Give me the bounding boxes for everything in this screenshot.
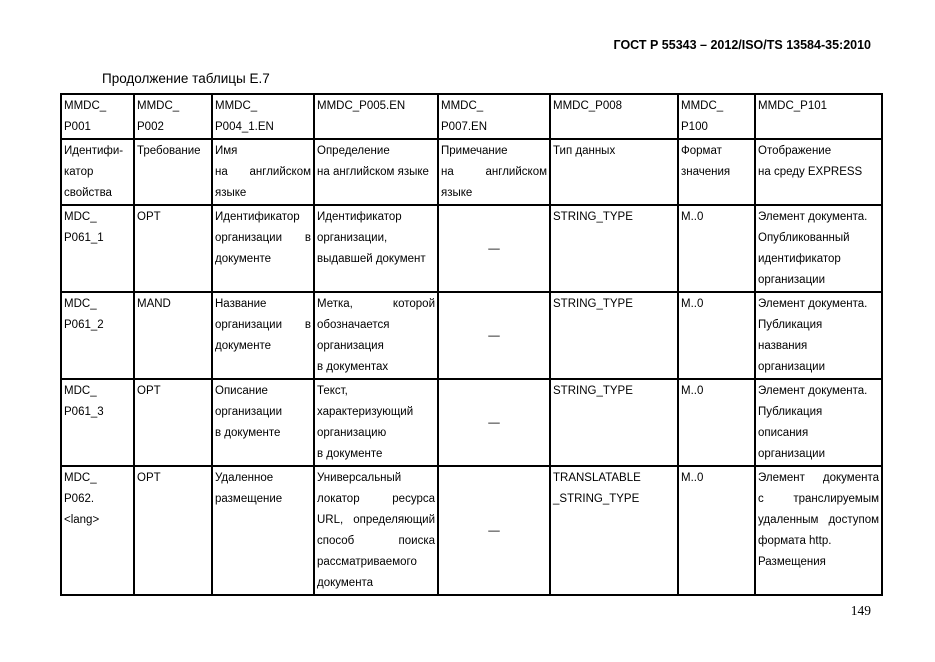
id-cell-line: MDC_ — [64, 211, 97, 223]
name-cell-line: организации в — [215, 232, 311, 244]
datatype-cell-line: STRING_TYPE — [553, 385, 633, 397]
standard-header: ГОСТ Р 55343 – 2012/ISO/TS 13584-35:2010 — [613, 38, 871, 52]
definition-cell-line: организации, — [317, 232, 388, 244]
name-cell-line: Описание — [215, 385, 268, 397]
heading-cell-line: на английском — [441, 166, 547, 178]
heading-cell-line: языке — [441, 187, 473, 199]
definition-cell-line: организацию — [317, 427, 387, 439]
code-cell-line: MMDC_ — [681, 100, 724, 112]
name-cell-line: документе — [215, 253, 272, 265]
express-cell-line: Опубликованный — [758, 232, 850, 244]
heading-cell-line: Формат — [681, 145, 722, 157]
heading-cell — [134, 139, 212, 205]
name-cell-line: Удаленное — [215, 472, 274, 484]
code-cell — [678, 94, 755, 139]
note-value: — — [488, 329, 500, 342]
express-cell-line: Размещения — [758, 556, 826, 568]
id-cell-line: MDC_ — [64, 298, 97, 310]
id-cell-line: P061_2 — [64, 319, 104, 331]
heading-cell-line: Примечание — [441, 145, 508, 157]
heading-cell — [438, 139, 550, 205]
heading-cell-line: Отображение — [758, 145, 832, 157]
name-cell-line: размещение — [215, 493, 283, 505]
express-cell-line: формата http. — [758, 535, 832, 547]
express-cell-line: Элемент документа. — [758, 211, 868, 223]
heading-cell-line: на английском языке — [317, 166, 429, 178]
datatype-cell — [550, 292, 678, 379]
id-cell-line: P061_1 — [64, 232, 104, 244]
id-cell-line: P062. — [64, 493, 95, 505]
definition-cell-line: документа — [317, 577, 374, 589]
definition-cell — [314, 292, 438, 379]
code-cell-line: MMDC_P005.EN — [317, 100, 406, 112]
format-cell — [678, 379, 755, 466]
definition-cell-line: в документах — [317, 361, 389, 373]
note-value: — — [488, 416, 500, 429]
code-cell — [438, 94, 550, 139]
code-cell-line: MMDC_ — [441, 100, 484, 112]
table-row — [61, 205, 882, 292]
requirement-cell — [134, 205, 212, 292]
name-cell — [212, 205, 314, 292]
heading-cell-line: Определение — [317, 145, 390, 157]
definition-cell-line: Универсальный — [317, 472, 402, 484]
requirement-value: OPT — [137, 211, 161, 223]
definition-cell-line: Метка, которой — [317, 298, 435, 310]
code-cell-line: P007.EN — [441, 121, 488, 133]
express-cell-line: идентификатор — [758, 253, 841, 265]
name-cell — [212, 379, 314, 466]
datatype-cell-line: STRING_TYPE — [553, 211, 633, 223]
format-value: M..0 — [681, 472, 704, 484]
id-cell — [61, 466, 134, 595]
requirement-cell — [134, 379, 212, 466]
heading-cell-line: свойства — [64, 187, 112, 199]
note-value: — — [488, 524, 500, 537]
definition-cell-line: Текст, — [317, 385, 348, 397]
express-cell-line: организации — [758, 274, 826, 286]
note-cell — [438, 379, 550, 466]
table-row — [61, 379, 882, 466]
datatype-cell — [550, 205, 678, 292]
express-cell-line: Публикация — [758, 319, 823, 331]
heading-cell — [61, 139, 134, 205]
code-cell — [61, 94, 134, 139]
express-cell-line: с транслируемым — [758, 493, 879, 505]
format-value: M..0 — [681, 211, 704, 223]
heading-cell-line: значения — [681, 166, 731, 178]
name-cell-line: Название — [215, 298, 267, 310]
name-cell-line: в документе — [215, 427, 281, 439]
name-cell-line: организации в — [215, 319, 311, 331]
requirement-cell — [134, 292, 212, 379]
name-cell-line: документе — [215, 340, 272, 352]
heading-cell-line: Идентифи- — [64, 145, 124, 157]
definition-cell-line: обозначается — [317, 319, 390, 331]
note-cell — [438, 466, 550, 595]
heading-cell-line: катор — [64, 166, 94, 178]
definition-cell-line: Идентификатор — [317, 211, 402, 223]
name-cell — [212, 466, 314, 595]
express-cell-line: удаленным доступом — [758, 514, 879, 526]
code-cell-line: MMDC_ — [64, 100, 107, 112]
heading-cell-line: языке — [215, 187, 247, 199]
table-code-row — [61, 94, 882, 139]
definition-cell-line: локатор ресурса — [317, 493, 435, 505]
id-cell-line: MDC_ — [64, 385, 97, 397]
express-cell — [755, 292, 882, 379]
code-cell-line: P004_1.EN — [215, 121, 274, 133]
definition-cell — [314, 205, 438, 292]
express-cell-line: Публикация — [758, 406, 823, 418]
heading-cell — [550, 139, 678, 205]
definition-cell-line: способ поиска — [317, 535, 435, 547]
express-cell-line: названия — [758, 340, 808, 352]
format-cell — [678, 466, 755, 595]
format-cell — [678, 205, 755, 292]
heading-cell-line: Имя — [215, 145, 238, 157]
table-row — [61, 292, 882, 379]
id-cell-line: P061_3 — [64, 406, 104, 418]
note-cell — [438, 205, 550, 292]
code-cell — [550, 94, 678, 139]
datatype-cell — [550, 466, 678, 595]
express-cell — [755, 205, 882, 292]
definition-cell — [314, 466, 438, 595]
code-cell-line: MMDC_ — [137, 100, 180, 112]
heading-cell-line: на среду EXPRESS — [758, 166, 863, 178]
code-cell-line: P001 — [64, 121, 91, 133]
express-cell-line: описания — [758, 427, 809, 439]
heading-cell — [678, 139, 755, 205]
table-heading-row — [61, 139, 882, 205]
heading-cell-line: на английском — [215, 166, 311, 178]
express-cell-line: Элемент документа — [758, 472, 879, 484]
note-value: — — [488, 242, 500, 255]
express-cell — [755, 379, 882, 466]
requirement-cell — [134, 466, 212, 595]
definition-cell-line: URL, определяющий — [317, 514, 435, 526]
code-cell-line: MMDC_ — [215, 100, 258, 112]
code-cell-line: P100 — [681, 121, 708, 133]
heading-cell — [314, 139, 438, 205]
express-cell — [755, 466, 882, 595]
heading-cell-line: Тип данных — [553, 145, 616, 157]
code-cell — [314, 94, 438, 139]
definition-cell-line: организация — [317, 340, 384, 352]
code-cell — [134, 94, 212, 139]
name-cell — [212, 292, 314, 379]
properties-table — [60, 93, 883, 596]
id-cell — [61, 379, 134, 466]
note-cell — [438, 292, 550, 379]
datatype-cell-line: TRANSLATABLE — [553, 472, 641, 484]
code-cell — [212, 94, 314, 139]
format-value: M..0 — [681, 385, 704, 397]
name-cell-line: организации — [215, 406, 283, 418]
code-cell-line: MMDC_P008 — [553, 100, 623, 112]
id-cell — [61, 205, 134, 292]
table-row — [61, 466, 882, 595]
datatype-cell — [550, 379, 678, 466]
express-cell-line: Элемент документа. — [758, 298, 868, 310]
code-cell-line: P002 — [137, 121, 164, 133]
express-cell-line: Элемент документа. — [758, 385, 868, 397]
id-cell-line: MDC_ — [64, 472, 97, 484]
format-value: M..0 — [681, 298, 704, 310]
requirement-value: MAND — [137, 298, 171, 310]
code-cell — [755, 94, 882, 139]
heading-cell — [755, 139, 882, 205]
definition-cell-line: выдавшей документ — [317, 253, 426, 265]
page-number: 149 — [850, 603, 871, 618]
format-cell — [678, 292, 755, 379]
table-caption: Продолжение таблицы Е.7 — [102, 71, 270, 86]
datatype-cell-line: STRING_TYPE — [553, 298, 633, 310]
id-cell — [61, 292, 134, 379]
code-cell-line: MMDC_P101 — [758, 100, 828, 112]
definition-cell — [314, 379, 438, 466]
datatype-cell-line: _STRING_TYPE — [553, 493, 640, 505]
name-cell-line: Идентификатор — [215, 211, 300, 223]
heading-cell — [212, 139, 314, 205]
definition-cell-line: характеризующий — [317, 406, 414, 418]
definition-cell-line: рассматриваемого — [317, 556, 417, 568]
express-cell-line: организации — [758, 361, 826, 373]
id-cell-line: <lang> — [64, 514, 100, 526]
express-cell-line: организации — [758, 448, 826, 460]
definition-cell-line: в документе — [317, 448, 383, 460]
requirement-value: OPT — [137, 385, 161, 397]
requirement-value: OPT — [137, 472, 161, 484]
heading-cell-line: Требование — [137, 145, 201, 157]
